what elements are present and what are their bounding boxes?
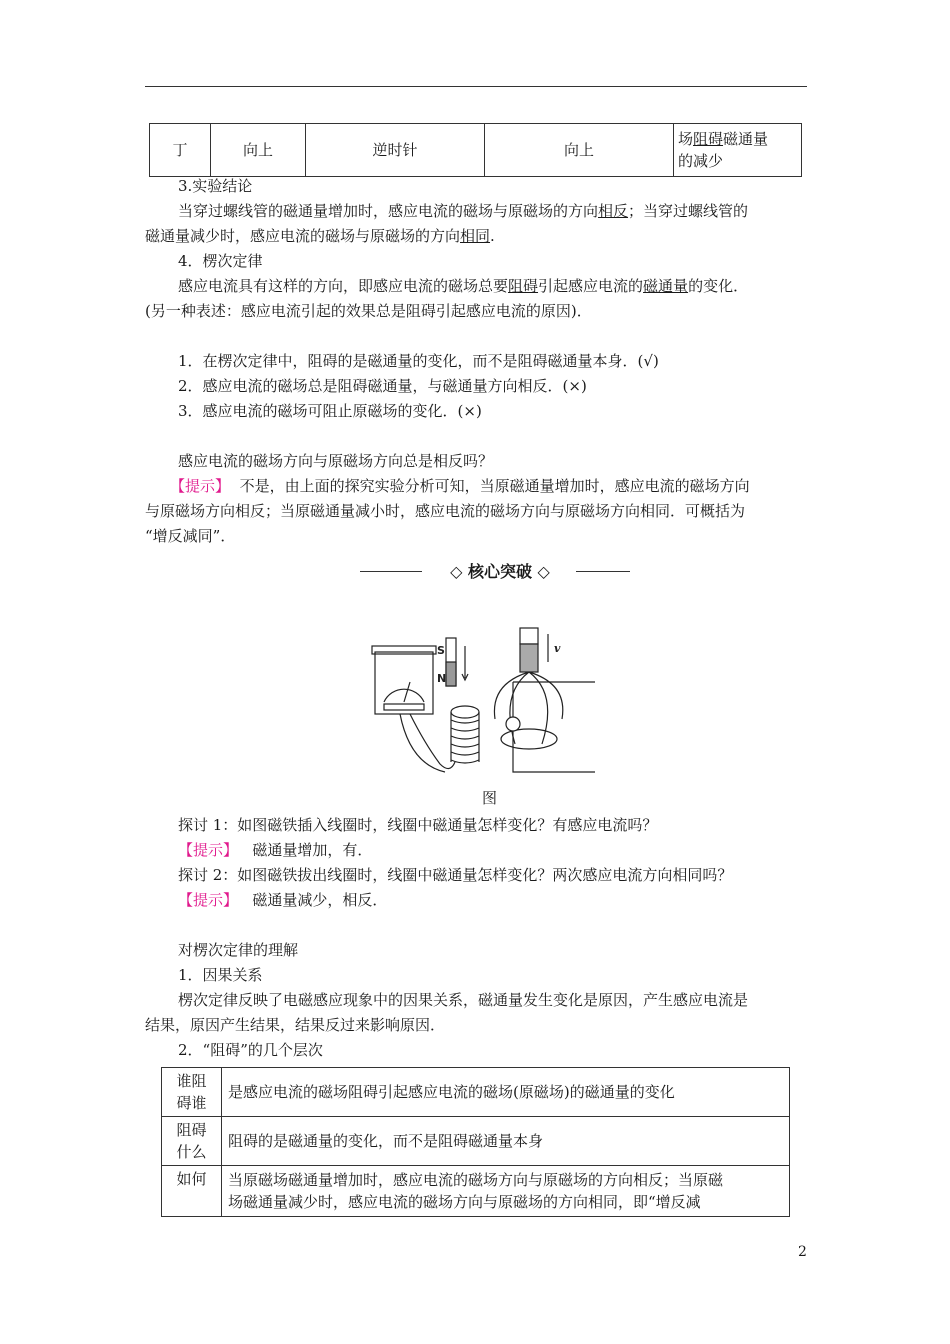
- divider: [576, 571, 630, 572]
- row-header: 谁阻 碍谁: [162, 1068, 222, 1117]
- table-cell: 逆时针: [306, 124, 485, 177]
- circuit-wire: [513, 682, 595, 772]
- paragraph-line: 楞次定律反映了电磁感应现象中的因果关系，磁通量发生变化是原因，产生感应电流是: [178, 991, 749, 1009]
- magnet-bottom: [520, 644, 538, 672]
- divider: [360, 571, 422, 572]
- underlined-term: 阻碍: [693, 130, 724, 148]
- ammeter: [506, 717, 520, 731]
- s-pole-label: S: [437, 644, 445, 657]
- cell-text: 磁通量: [723, 130, 769, 148]
- table-row: [162, 1166, 790, 1217]
- judge-item: 3．感应电流的磁场可阻止原磁场的变化．(×): [178, 402, 482, 420]
- row-header: 阻碍 什么: [162, 1117, 222, 1166]
- paragraph-line: 与原磁场方向相反；当原磁通量减小时，感应电流的磁场方向与原磁场方向相同．可概括为: [145, 502, 746, 520]
- table-cell: [674, 124, 802, 177]
- section-heading: 对楞次定律的理解: [178, 941, 299, 959]
- magnet-n-pole: [446, 662, 456, 686]
- subheading: 2．“阻碍”的几个层次: [178, 1041, 323, 1059]
- table-cell: 向上: [485, 124, 674, 177]
- table-row: [162, 1068, 790, 1117]
- wire: [400, 714, 445, 772]
- discussion-question: 探讨 2：如图磁铁拔出线圈时，线圈中磁通量怎样变化？两次感应电流方向相同吗？: [178, 866, 733, 884]
- galvanometer-top: [372, 646, 436, 654]
- row-header: 如何: [162, 1166, 222, 1217]
- tip-label: 【提示】: [178, 841, 239, 859]
- coil-turns: [451, 720, 479, 763]
- discussion-answer: 【提示】 磁通量增加，有．: [178, 841, 373, 859]
- subheading: 1．因果关系: [178, 966, 263, 984]
- judge-item: 2．感应电流的磁场总是阻碍磁通量，与磁通量方向相反．(×): [178, 377, 587, 395]
- paragraph-line: “增反减同”．: [145, 527, 236, 545]
- table-cell: 当原磁场磁通量增加时，感应电流的磁场方向与原磁场的方向相反；当原磁 场磁通量减少时，感应电流的磁场方向与原磁场的方向相同，即“增反减: [222, 1166, 790, 1217]
- paragraph-line: 当穿过螺线管的磁通量增加时，感应电流的磁场与原磁场的方向相反；当穿过螺线管的: [178, 202, 749, 220]
- section-heading: 3.实验结论: [178, 177, 253, 195]
- paragraph-line: 磁通量减少时，感应电流的磁场与原磁场的方向相同.: [145, 227, 495, 245]
- paragraph-line: 感应电流具有这样的方向，即感应电流的磁场总要阻碍引起感应电流的磁通量的变化．: [178, 277, 749, 295]
- galvanometer-base: [384, 704, 424, 710]
- discussion-answer: 【提示】 磁通量减少，相反．: [178, 891, 388, 909]
- coil-top: [451, 706, 479, 718]
- paragraph-line: 结果，原因产生结果，结果反过来影响原因．: [145, 1016, 446, 1034]
- n-pole-label: N: [437, 672, 447, 685]
- magnet-top: [520, 628, 538, 644]
- section-title: ◇ 核心突破 ◇: [450, 562, 550, 581]
- tip-label: 【提示】: [170, 477, 231, 495]
- table-cell: 向上: [211, 124, 306, 177]
- table-row: [162, 1117, 790, 1166]
- experiment-figure: [370, 624, 595, 779]
- figure-caption: 图: [482, 789, 498, 807]
- section-heading: 4．楞次定律: [178, 252, 263, 270]
- question-text: 感应电流的磁场方向与原磁场方向总是相反吗？: [178, 452, 494, 470]
- obstruction-table: [161, 1067, 790, 1217]
- header-rule: [145, 86, 807, 87]
- loop: [501, 729, 557, 749]
- experiment-table: [149, 123, 802, 177]
- table-cell: 是感应电流的磁场阻碍引起感应电流的磁场(原磁场)的磁通量的变化: [222, 1068, 790, 1117]
- cell-text: 场: [678, 130, 694, 148]
- table-row: [150, 124, 802, 177]
- velocity-label: v: [554, 642, 561, 655]
- core-section-header: [360, 560, 630, 584]
- cell-text: 的减少: [678, 152, 724, 170]
- table-cell: 丁: [150, 124, 211, 177]
- judge-item: 1．在楞次定律中，阻碍的是磁通量的变化，而不是阻碍磁通量本身．(√): [178, 352, 659, 370]
- table-cell: 阻碍的是磁通量的变化，而不是阻碍磁通量本身: [222, 1117, 790, 1166]
- wire: [410, 714, 455, 769]
- discussion-question: 探讨 1：如图磁铁插入线圈时，线圈中磁通量怎样变化？有感应电流吗？: [178, 816, 658, 834]
- paragraph-line: (另一种表述：感应电流引起的效果总是阻碍引起感应电流的原因)．: [145, 302, 592, 320]
- paragraph-line: 【提示】 不是，由上面的探究实验分析可知，当原磁通量增加时，感应电流的磁场方向: [170, 477, 750, 495]
- tip-label: 【提示】: [178, 891, 239, 909]
- galvanometer-needle: [404, 682, 410, 702]
- page-number: 2: [798, 1244, 807, 1260]
